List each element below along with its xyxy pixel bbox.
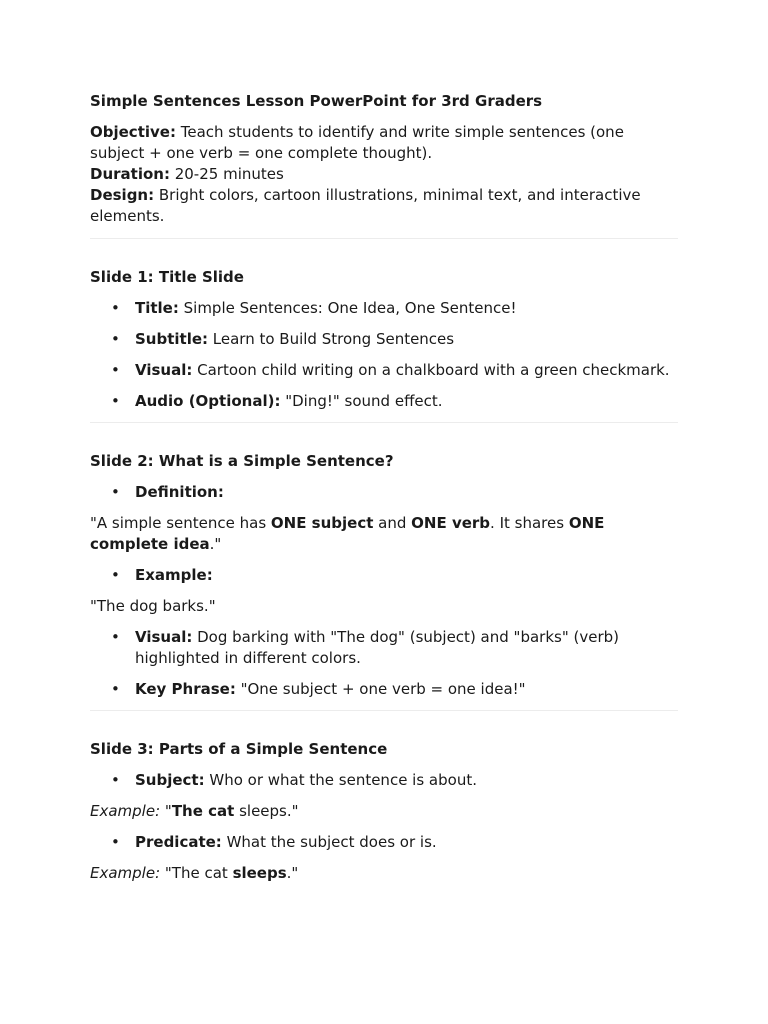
list-item: [90, 391, 678, 412]
bullet-text: "One subject + one verb = one idea!": [235, 680, 526, 698]
list-item: [90, 832, 678, 853]
objective-label: Objective:: [90, 123, 176, 141]
slide1-heading: Slide 1: Title Slide: [90, 268, 244, 286]
objective-text: Teach students to identify and write simple sentences (one subject + one verb = one complete thought).: [90, 123, 624, 162]
predicate-text: What the subject does or is.: [221, 833, 437, 851]
list-item: [90, 565, 678, 586]
subject-text: Who or what the sentence is about.: [204, 771, 477, 789]
slide2-bullet-list: [90, 627, 678, 700]
bullet-text: Cartoon child writing on a chalkboard with a green checkmark.: [192, 361, 670, 379]
list-item: [90, 329, 678, 350]
slide3-subject-list: [90, 770, 678, 791]
subject-label: Subject:: [135, 771, 205, 789]
slide2-definition-list: [90, 482, 678, 503]
list-item: [90, 298, 678, 319]
slide2-example-list: [90, 565, 678, 586]
bullet-label: Key Phrase:: [135, 680, 236, 698]
predicate-label: Predicate:: [135, 833, 222, 851]
definition-emphasis: ONE complete idea: [90, 514, 605, 553]
document-title: Simple Sentences Lesson PowerPoint for 3rd Graders: [90, 92, 543, 110]
duration-label: Duration:: [90, 165, 170, 183]
definition-part: .": [209, 535, 222, 553]
design-label: Design:: [90, 186, 155, 204]
duration-text: 20-25 minutes: [169, 165, 284, 183]
list-item: [90, 770, 678, 791]
slide1-bullet-list: [90, 298, 678, 412]
example-part: .": [286, 864, 299, 882]
example-text: "The dog barks.": [90, 597, 216, 615]
slide3-heading: Slide 3: Parts of a Simple Sentence: [90, 740, 388, 758]
bullet-icon: •: [111, 680, 120, 698]
bullet-label: Audio (Optional):: [135, 392, 281, 410]
example-part: "The cat: [160, 864, 233, 882]
definition-text: [90, 513, 678, 555]
bullet-icon: •: [111, 330, 120, 348]
example-label: Example:: [90, 802, 161, 820]
example-label: Example:: [135, 566, 213, 584]
design-text: Bright colors, cartoon illustrations, minimal text, and interactive elements.: [90, 186, 641, 225]
design-line: [90, 185, 678, 227]
bullet-icon: •: [111, 392, 120, 410]
bullet-icon: •: [111, 628, 120, 646]
bullet-text: Dog barking with "The dog" (subject) and "barks" (verb) highlighted in different colors.: [135, 628, 619, 667]
duration-line: [90, 164, 678, 185]
bullet-icon: •: [111, 566, 120, 584]
example-part: sleeps.": [234, 802, 299, 820]
section-divider: [90, 422, 678, 423]
example-emphasis: The cat: [171, 802, 235, 820]
bullet-icon: •: [111, 483, 120, 501]
definition-emphasis: ONE subject: [270, 514, 374, 532]
document-content: [90, 91, 678, 884]
example-emphasis: sleeps: [232, 864, 287, 882]
bullet-label: Title:: [135, 299, 179, 317]
bullet-label: Visual:: [135, 361, 193, 379]
list-item: [90, 679, 678, 700]
bullet-text: Simple Sentences: One Idea, One Sentence!: [178, 299, 517, 317]
definition-emphasis: ONE verb: [411, 514, 491, 532]
section-divider: [90, 710, 678, 711]
definition-part: and: [373, 514, 412, 532]
bullet-icon: •: [111, 771, 120, 789]
slide2-heading: Slide 2: What is a Simple Sentence?: [90, 452, 394, 470]
bullet-text: Learn to Build Strong Sentences: [208, 330, 455, 348]
slide3-predicate-list: [90, 832, 678, 853]
definition-label: Definition:: [135, 483, 224, 501]
example-part: ": [160, 802, 172, 820]
list-item: [90, 482, 678, 503]
subject-example: [90, 801, 678, 822]
bullet-icon: •: [111, 299, 120, 317]
bullet-text: "Ding!" sound effect.: [280, 392, 443, 410]
bullet-label: Subtitle:: [135, 330, 209, 348]
definition-part: "A simple sentence has: [90, 514, 271, 532]
definition-part: . It shares: [490, 514, 569, 532]
example-label: Example:: [90, 864, 161, 882]
list-item: [90, 360, 678, 381]
section-divider: [90, 238, 678, 239]
bullet-icon: •: [111, 361, 120, 379]
bullet-label: Visual:: [135, 628, 193, 646]
predicate-example: [90, 863, 678, 884]
bullet-icon: •: [111, 833, 120, 851]
objective-line: [90, 122, 678, 164]
list-item: [90, 627, 678, 669]
